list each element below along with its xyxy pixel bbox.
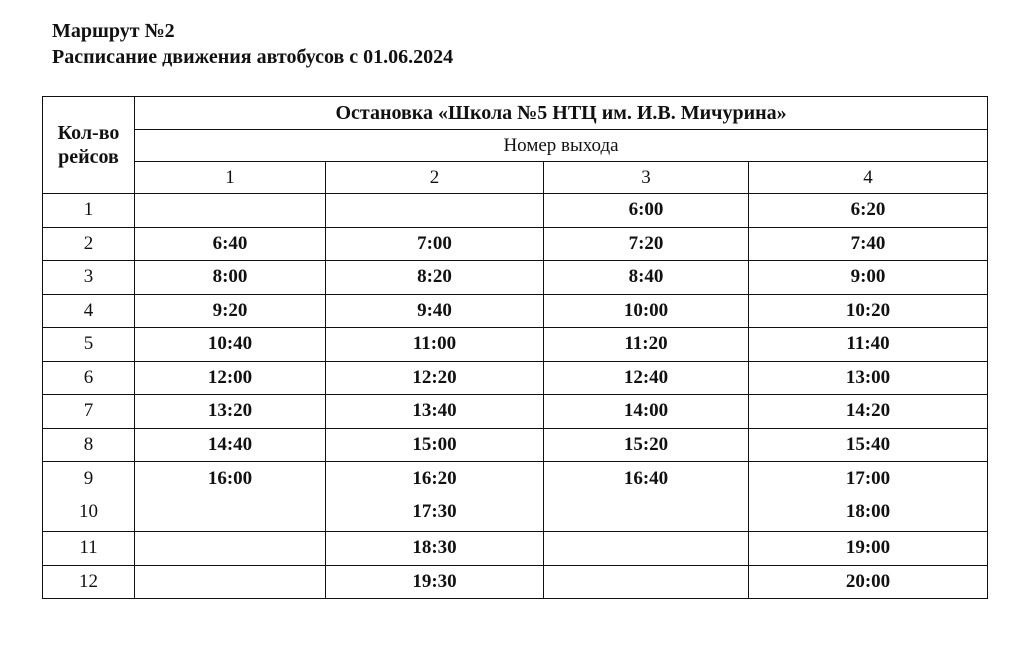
departure-time-pair (544, 462, 749, 532)
departure-time: 14:00 (544, 395, 749, 429)
departure-time-pair (135, 462, 326, 532)
departure-time: 11:40 (749, 328, 988, 362)
departure-time: 7:20 (544, 227, 749, 261)
trip-count-header (43, 97, 135, 194)
stop-name-header: Остановка «Школа №5 НТЦ им. И.В. Мичурина» (135, 97, 988, 130)
departure-time: 8:00 (135, 261, 326, 295)
table-row (43, 532, 988, 566)
departure-time: 18:00 (845, 501, 891, 522)
departure-time: 8:20 (326, 261, 544, 295)
trip-count-label-line2: рейсов (58, 146, 119, 168)
table-row (43, 428, 988, 462)
table-row (43, 261, 988, 295)
departure-time: 12:20 (326, 361, 544, 395)
departure-time (135, 565, 326, 599)
departure-time: 9:00 (749, 261, 988, 295)
departure-time: 6:20 (749, 194, 988, 228)
table-row (43, 462, 988, 532)
departure-time: 10:40 (135, 328, 326, 362)
table-row (43, 395, 988, 429)
trip-number: 5 (43, 328, 135, 362)
departure-time: 9:40 (326, 294, 544, 328)
departure-time-pair (326, 462, 544, 532)
departure-time: 7:00 (326, 227, 544, 261)
route-title: Маршрут №2 (52, 20, 175, 42)
table-row (43, 361, 988, 395)
departure-time: 16:40 (623, 468, 669, 489)
trip-number: 12 (43, 565, 135, 599)
trip-number: 9 (83, 468, 94, 489)
departure-time: 17:30 (412, 501, 457, 522)
departure-time: 6:00 (544, 194, 749, 228)
departure-time (544, 565, 749, 599)
departure-time: 12:00 (135, 361, 326, 395)
schedule-title: Расписание движения автобусов с 01.06.2024 (52, 46, 454, 68)
document-header (52, 18, 453, 70)
departure-time: 18:30 (326, 532, 544, 566)
trip-number: 4 (43, 294, 135, 328)
departure-time: 14:40 (135, 428, 326, 462)
departure-time: 13:20 (135, 395, 326, 429)
table-row (43, 294, 988, 328)
table-row (43, 565, 988, 599)
trip-number-pair (43, 462, 135, 532)
trip-number: 3 (43, 261, 135, 295)
departure-time: 14:20 (749, 395, 988, 429)
departure-time: 15:00 (326, 428, 544, 462)
trip-count-label-line1: Кол-во (57, 122, 120, 144)
departure-time: 11:20 (544, 328, 749, 362)
departure-time: 12:40 (544, 361, 749, 395)
departure-time: 16:00 (207, 468, 253, 489)
departure-time: 16:20 (412, 468, 457, 489)
departure-time: 6:40 (135, 227, 326, 261)
departure-time: 8:40 (544, 261, 749, 295)
departure-time: 10:00 (544, 294, 749, 328)
trip-number: 6 (43, 361, 135, 395)
departure-time (544, 532, 749, 566)
table-row (43, 328, 988, 362)
departure-time: 7:40 (749, 227, 988, 261)
departure-time: 19:00 (749, 532, 988, 566)
departure-time (135, 194, 326, 228)
departure-time (135, 498, 325, 531)
table-row (43, 194, 988, 228)
departure-time: 20:00 (749, 565, 988, 599)
departure-time: 19:30 (326, 565, 544, 599)
trip-number: 7 (43, 395, 135, 429)
trip-number: 1 (43, 194, 135, 228)
schedule-table (42, 96, 988, 599)
departure-time: 9:20 (135, 294, 326, 328)
exit-number-header: Номер выхода (135, 130, 988, 162)
departure-time (544, 498, 748, 531)
departure-time: 15:40 (749, 428, 988, 462)
trip-number: 10 (79, 501, 98, 522)
departure-time (326, 194, 544, 228)
trip-number: 8 (43, 428, 135, 462)
table-row (43, 227, 988, 261)
departure-time: 13:40 (326, 395, 544, 429)
departure-time: 13:00 (749, 361, 988, 395)
departure-time: 15:20 (544, 428, 749, 462)
departure-time (135, 532, 326, 566)
exit-number-3: 3 (544, 162, 749, 194)
exit-number-4: 4 (749, 162, 988, 194)
exit-number-1: 1 (135, 162, 326, 194)
departure-time-pair (749, 462, 988, 532)
exit-number-2: 2 (326, 162, 544, 194)
departure-time: 10:20 (749, 294, 988, 328)
trip-number: 11 (43, 532, 135, 566)
departure-time: 17:00 (845, 468, 891, 489)
trip-number: 2 (43, 227, 135, 261)
departure-time: 11:00 (326, 328, 544, 362)
